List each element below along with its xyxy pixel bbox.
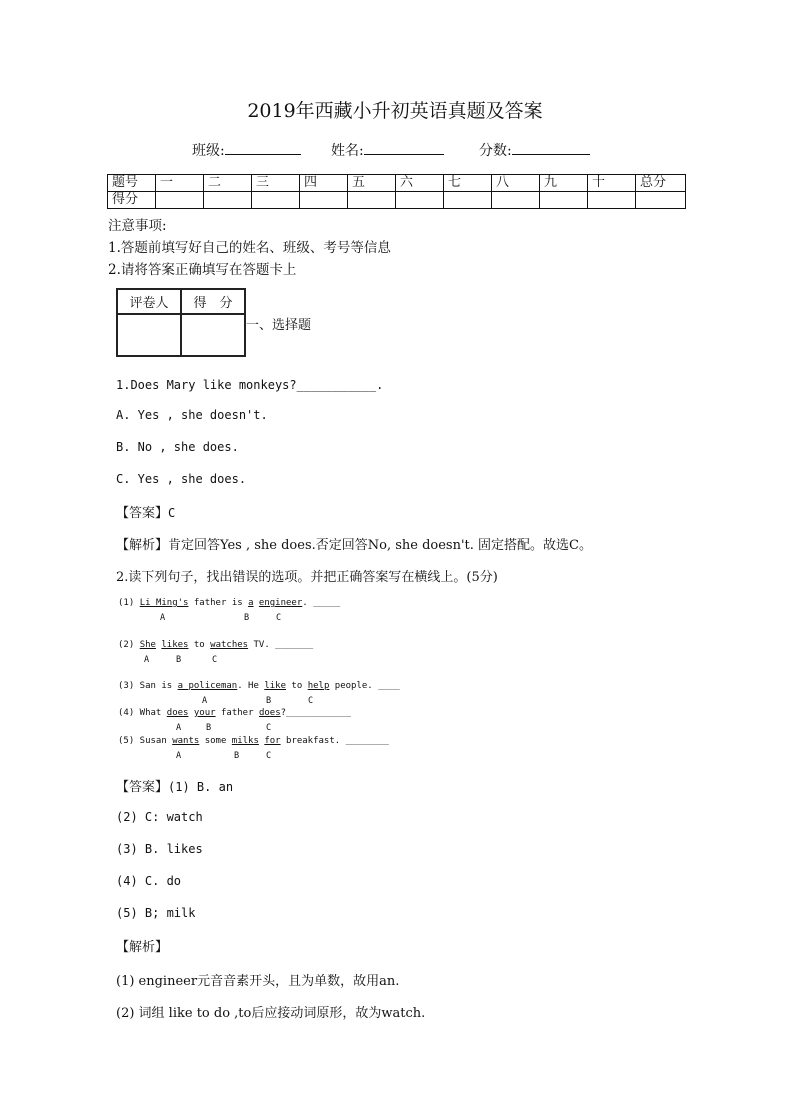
option-label: A bbox=[160, 613, 166, 623]
answer-value: (5) B; milk bbox=[116, 906, 196, 920]
score-table-cell: 总分 bbox=[636, 175, 686, 192]
score-header: 得 分 bbox=[181, 289, 245, 314]
score-table-cell: 七 bbox=[444, 175, 492, 192]
class-label: 班级: bbox=[192, 143, 225, 159]
score-table-cell: 得分 bbox=[108, 192, 156, 209]
score-input-cell[interactable] bbox=[588, 192, 636, 209]
underlined-word: She bbox=[139, 640, 156, 650]
analysis-text: (1) engineer元音音素开头，且为单数，故用an. bbox=[116, 974, 400, 989]
sentence-text: TV. _______ bbox=[248, 640, 314, 650]
underlined-word: does bbox=[166, 708, 189, 718]
option-c: C. Yes , she does. bbox=[116, 472, 247, 486]
underlined-word: watches bbox=[210, 640, 249, 650]
analysis-text: 肯定回答Yes , she does.否定回答No, she doesn't. 固定搭配。故选C。 bbox=[168, 538, 592, 553]
sentence-text: father is bbox=[188, 598, 249, 608]
underlined-word: your bbox=[193, 708, 216, 718]
score-table-cell: 四 bbox=[300, 175, 348, 192]
underlined-word: milks bbox=[231, 736, 259, 746]
grader-header: 评卷人 bbox=[117, 289, 181, 314]
score-table-cell: 五 bbox=[348, 175, 396, 192]
score-input-cell[interactable] bbox=[300, 192, 348, 209]
underlined-word: engineer bbox=[258, 598, 303, 608]
score-input-cell[interactable] bbox=[540, 192, 588, 209]
score-table-cell: 六 bbox=[396, 175, 444, 192]
underlined-word: a policeman bbox=[177, 681, 238, 691]
sentence-line bbox=[118, 640, 313, 650]
page-title: 2019年西藏小升初英语真题及答案 bbox=[247, 100, 543, 122]
question-stem: 1.Does Mary like monkeys?___________. bbox=[116, 378, 384, 392]
sentence-text: (1) bbox=[118, 598, 140, 608]
option-label: B bbox=[176, 655, 182, 665]
analysis-tag: 【解析】 bbox=[116, 538, 169, 553]
score-input-cell[interactable] bbox=[156, 192, 204, 209]
question-stem: 2.读下列句子，找出错误的选项。并把正确答案写在横线上。(5分) bbox=[116, 570, 498, 585]
section-title: 一、选择题 bbox=[246, 318, 312, 333]
sentence-text: (4) What bbox=[118, 708, 167, 718]
sentence-line bbox=[118, 681, 400, 691]
sentence-line bbox=[118, 598, 340, 608]
sentence-text: to bbox=[286, 681, 308, 691]
option-label: C bbox=[308, 696, 314, 706]
option-label: A bbox=[176, 751, 182, 761]
underlined-word: Li Ming's bbox=[139, 598, 189, 608]
underlined-word: help bbox=[307, 681, 330, 691]
underlined-word: does bbox=[258, 708, 281, 718]
underlined-word: likes bbox=[161, 640, 189, 650]
underlined-word: like bbox=[264, 681, 286, 691]
score-table-cell: 九 bbox=[540, 175, 588, 192]
sentence-line bbox=[118, 708, 351, 718]
sentence-text: (5) Susan bbox=[118, 736, 173, 746]
option-label: C bbox=[266, 723, 272, 733]
score-input-cell[interactable] bbox=[181, 314, 245, 356]
sentence-line bbox=[118, 736, 389, 746]
analysis-tag: 【解析】 bbox=[116, 940, 169, 955]
notes-heading: 注意事项: bbox=[108, 218, 167, 234]
score-table-score-row bbox=[108, 192, 686, 209]
score-table-header-row bbox=[108, 175, 686, 192]
underlined-word: for bbox=[264, 736, 281, 746]
sentence-text: . He bbox=[237, 681, 265, 691]
score-field bbox=[479, 140, 590, 160]
score-table bbox=[107, 174, 686, 209]
score-input-cell[interactable] bbox=[444, 192, 492, 209]
score-table-cell: 二 bbox=[204, 175, 252, 192]
answer-value: (3) B. likes bbox=[116, 842, 203, 856]
notes-item: 2.请将答案正确填写在答题卡上 bbox=[108, 262, 297, 278]
score-input-cell[interactable] bbox=[492, 192, 540, 209]
sentence-text: (3) San is bbox=[118, 681, 178, 691]
option-label: C bbox=[266, 751, 272, 761]
score-table-cell: 八 bbox=[492, 175, 540, 192]
option-label: A bbox=[202, 696, 208, 706]
grader-input-cell[interactable] bbox=[117, 314, 181, 356]
answer-value: (4) C. do bbox=[116, 874, 182, 888]
answer-tag: 【答案】 bbox=[116, 506, 169, 521]
score-table-cell: 题号 bbox=[108, 175, 156, 192]
analysis-line bbox=[116, 534, 592, 553]
option-label: C bbox=[212, 655, 218, 665]
answer-tag: 【答案】 bbox=[116, 780, 169, 795]
option-label: B bbox=[234, 751, 240, 761]
option-label: A bbox=[176, 723, 182, 733]
option-label: B bbox=[244, 613, 250, 623]
score-table-cell: 三 bbox=[252, 175, 300, 192]
option-a: A. Yes , she doesn't. bbox=[116, 408, 268, 422]
underlined-word: a bbox=[248, 598, 254, 608]
answer-value: (1) B. an bbox=[168, 780, 234, 794]
score-input-cell[interactable] bbox=[204, 192, 252, 209]
sentence-text: ?____________ bbox=[280, 708, 352, 718]
score-table-cell: 十 bbox=[588, 175, 636, 192]
option-label: A bbox=[144, 655, 150, 665]
score-input-cell[interactable] bbox=[636, 192, 686, 209]
sentence-text: (2) bbox=[118, 640, 140, 650]
answer-value: (2) C: watch bbox=[116, 810, 203, 824]
option-label: B bbox=[206, 723, 212, 733]
answer-value: C bbox=[168, 506, 176, 520]
class-field bbox=[192, 140, 301, 160]
sentence-text: . _____ bbox=[302, 598, 341, 608]
sentence-text: some bbox=[199, 736, 232, 746]
option-b: B. No , she does. bbox=[116, 440, 239, 454]
answer-line bbox=[116, 502, 175, 521]
score-blank bbox=[512, 140, 590, 155]
analysis-text: (2) 词组 like to do ,to后应接动词原形，故为watch. bbox=[116, 1006, 426, 1021]
sentence-text: people. ____ bbox=[329, 681, 400, 691]
option-label: C bbox=[276, 613, 282, 623]
name-label: 姓名: bbox=[331, 143, 364, 159]
sentence-text: to bbox=[188, 640, 211, 650]
score-label: 分数: bbox=[479, 143, 512, 159]
name-field bbox=[331, 140, 444, 160]
underlined-word: wants bbox=[172, 736, 200, 746]
sentence-text: father bbox=[215, 708, 259, 718]
sentence-text: breakfast. ________ bbox=[280, 736, 389, 746]
score-input-cell[interactable] bbox=[396, 192, 444, 209]
notes-item: 1.答题前填写好自己的姓名、班级、考号等信息 bbox=[108, 240, 391, 256]
answer-line bbox=[116, 776, 233, 795]
option-label: B bbox=[266, 696, 272, 706]
score-table-cell: 一 bbox=[156, 175, 204, 192]
score-input-cell[interactable] bbox=[252, 192, 300, 209]
name-blank bbox=[364, 140, 444, 155]
class-blank bbox=[225, 140, 301, 155]
score-input-cell[interactable] bbox=[348, 192, 396, 209]
grader-box bbox=[116, 288, 246, 357]
